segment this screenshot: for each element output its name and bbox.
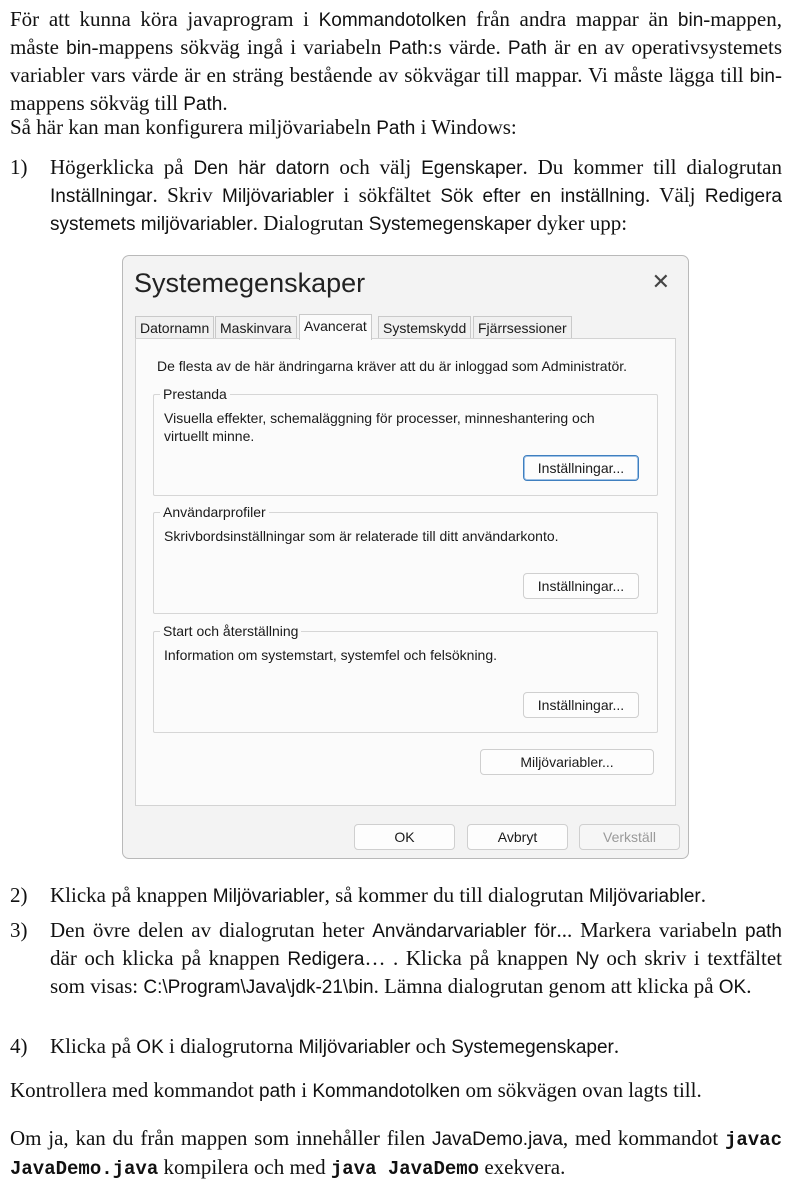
term: JavaDemo.java: [431, 1129, 563, 1150]
term: Miljövariabler: [222, 186, 334, 207]
group-description: Information om systemstart, systemfel och felsökning.: [164, 647, 498, 663]
code: javac JavaDemo.java: [10, 1129, 782, 1180]
term: C:\Program\Java\jdk-21\bin: [143, 977, 374, 998]
term: Redigera: [287, 949, 365, 970]
term: Redigera systemets miljövariabler: [50, 186, 782, 235]
group-description: Visuella effekter, schemaläggning för processer, minneshantering och virtuellt minne.: [164, 410, 595, 444]
group-title: Start och återställning: [160, 622, 301, 640]
environment-variables-button[interactable]: Miljövariabler...: [480, 749, 654, 775]
term: Inställningar: [50, 186, 153, 207]
step-number: 1): [10, 155, 28, 179]
term: path: [259, 1081, 297, 1102]
term: Systemegenskaper: [451, 1037, 614, 1058]
group-title: Prestanda: [160, 385, 230, 403]
system-properties-dialog: [122, 255, 689, 859]
term: OK: [136, 1037, 164, 1058]
final-paragraph: Om ja, kan du från mappen som innehåller filen JavaDemo.java, med kommandot javac JavaDemo.java kompilera och med java JavaDemo exekvera.: [10, 1126, 782, 1180]
tab-datornamn[interactable]: Datornamn: [135, 316, 214, 338]
close-icon[interactable]: ✕: [651, 269, 670, 294]
term: Miljövariabler: [212, 886, 325, 907]
step-number: 4): [10, 1034, 28, 1058]
anvandarprofiler-settings-button[interactable]: Inställningar...: [523, 573, 639, 599]
step-text: Högerklicka på Den här datorn och välj Egenskaper. Du kommer till dialogrutan Inställningar. Skriv Miljövariabler i sökfältet Sök efter en inställning. Välj Redigera systemets miljövariabler. Dialogrutan Systemegenskaper dyker upp:: [50, 155, 782, 235]
term: Sök efter en inställning: [440, 186, 646, 207]
term-path: Path: [183, 94, 223, 115]
step-text: Den övre delen av dialogrutan heter Användarvariabler för... Markera variabeln path där och klicka på knappen Redigera… . Klicka på knappen Ny och skriv i textfältet som visas: C:\Program\Java\jdk-21\bin. Lämna dialogrutan genom att klicka på OK.: [50, 918, 782, 998]
term: Den här datorn: [193, 158, 330, 179]
step-text: Klicka på OK i dialogrutorna Miljövariabler och Systemegenskaper.: [50, 1034, 620, 1058]
term: Användarvariabler för: [372, 921, 557, 942]
tab-avancerat[interactable]: Avancerat: [299, 314, 372, 340]
group-prestanda: [153, 386, 658, 496]
term: Systemegenskaper: [368, 214, 532, 235]
group-title: Användarprofiler: [160, 503, 269, 521]
intro-paragraph: För att kunna köra javaprogram i Kommandotolken från andra mappar än bin-mappen, måste bin-mappens sökväg ingå i variabeln Path:s värde. Path är en av operativsystemets variabler vars värde är en sträng bestående av sökvägar till mappar. Vi måste lägga till bin-mappens sökväg till Path.: [10, 7, 783, 115]
cancel-button[interactable]: Avbryt: [467, 824, 568, 850]
term: Egenskaper: [421, 158, 523, 179]
apply-button[interactable]: Verkställ: [579, 824, 680, 850]
term: OK: [718, 977, 747, 998]
term-bin: bin: [677, 10, 704, 31]
group-anvandarprofiler: [153, 504, 658, 614]
term-path: Path: [507, 38, 547, 59]
term-bin: bin: [749, 66, 775, 87]
term-bin: bin: [66, 38, 92, 59]
term: Miljövariabler: [298, 1037, 411, 1058]
step-text: Klicka på knappen Miljövariabler, så kommer du till dialogrutan Miljövariabler.: [50, 883, 706, 907]
dialog-title: Systemegenskaper: [134, 268, 366, 298]
tab-maskinvara[interactable]: Maskinvara: [215, 316, 297, 338]
prestanda-settings-button[interactable]: Inställningar...: [523, 455, 639, 481]
term-path: Path: [388, 38, 428, 59]
admin-note: De flesta av de här ändringarna kräver att du är inloggad som Administratör.: [157, 358, 628, 374]
step-number: 2): [10, 883, 28, 907]
term-path: Path: [376, 118, 416, 139]
term-kommandotolken: Kommandotolken: [318, 10, 467, 31]
step-number: 3): [10, 918, 28, 942]
term: Ny: [575, 949, 599, 970]
start-settings-button[interactable]: Inställningar...: [523, 692, 639, 718]
group-start-och-aterstallning: [153, 623, 658, 733]
tab-panel: [135, 338, 676, 806]
term: Miljövariabler: [588, 886, 701, 907]
tab-fjarrsessioner[interactable]: Fjärrsessioner: [473, 316, 572, 338]
group-description: Skrivbordsinställningar som är relaterade till ditt användarkonto.: [164, 528, 559, 544]
term: path: [745, 921, 782, 942]
check-paragraph: Kontrollera med kommandot path i Kommandotolken om sökvägen ovan lagts till.: [10, 1078, 702, 1102]
ok-button[interactable]: OK: [354, 824, 455, 850]
term: Kommandotolken: [312, 1081, 461, 1102]
tab-systemskydd[interactable]: Systemskydd: [378, 316, 471, 338]
code: java JavaDemo: [330, 1158, 480, 1180]
howto-line: Så här kan man konfigurera miljövariabeln Path i Windows:: [10, 115, 517, 139]
